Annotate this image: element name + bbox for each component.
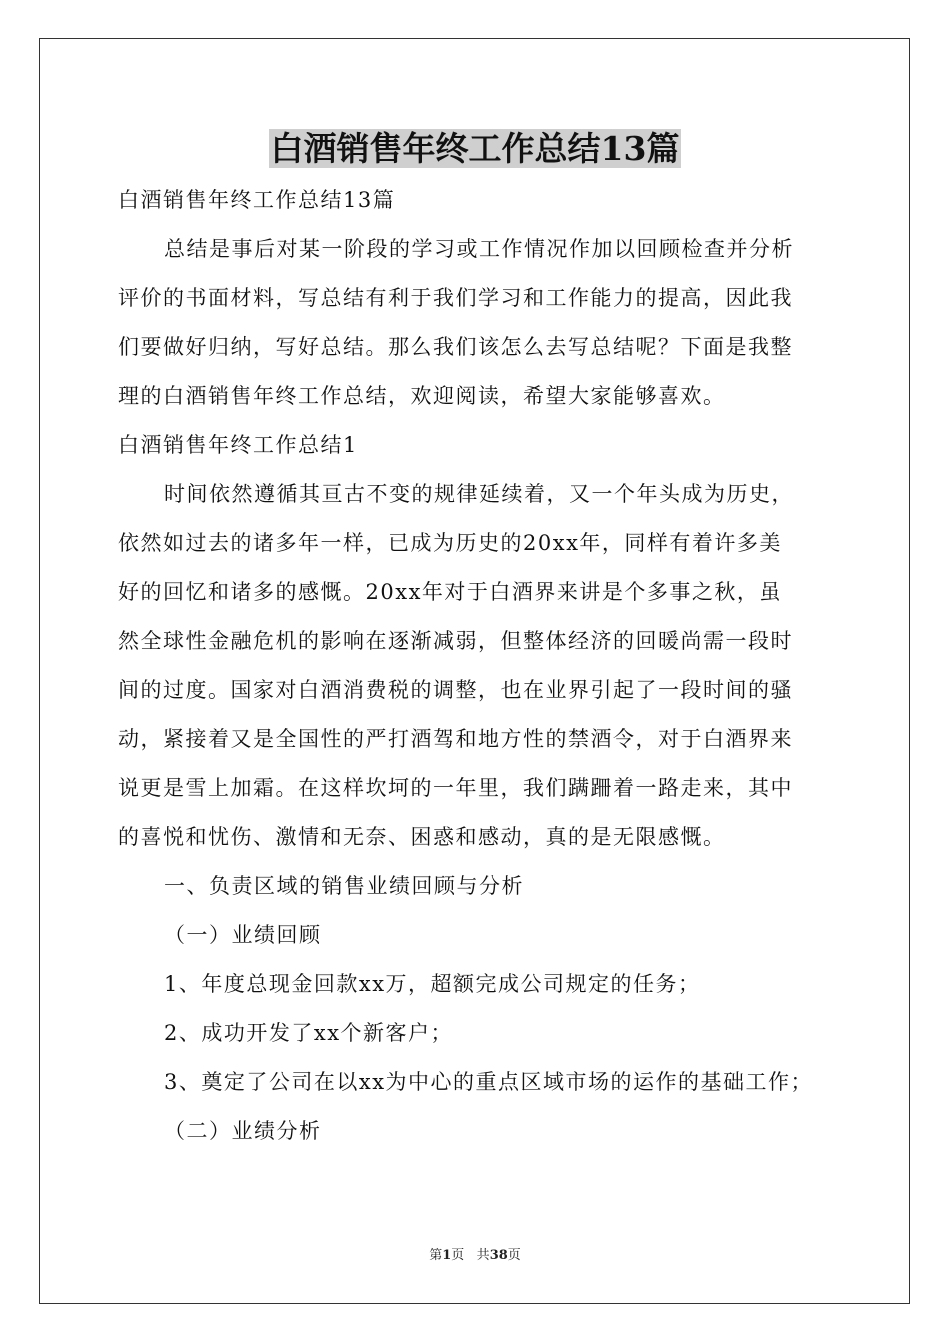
section-heading: 白酒销售年终工作总结1 (118, 433, 358, 457)
list-item: 1、年度总现金回款xx万，超额完成公司规定的任务； (164, 972, 701, 996)
subsection-heading: （一）业绩回顾 (164, 923, 322, 947)
section-line: 说更是雪上加霜。在这样坎坷的一年里，我们蹒跚着一路走来，其中 (118, 776, 793, 800)
part-heading: 一、负责区域的销售业绩回顾与分析 (164, 874, 524, 898)
subsection-heading: （二）业绩分析 (164, 1119, 322, 1143)
section-line: 依然如过去的诸多年一样，已成为历史的20xx年，同样有着许多美 (118, 531, 782, 555)
section-line: 的喜悦和忧伤、激情和无奈、困惑和感动，真的是无限感慨。 (118, 825, 726, 849)
page-footer (0, 1246, 950, 1266)
page-total: 38 (489, 1248, 508, 1263)
intro-line: 们要做好归纳，写好总结。那么我们该怎么去写总结呢？下面是我整 (118, 335, 793, 359)
document-body (118, 176, 834, 1156)
section-line: 动，紧接着又是全国性的严打酒驾和地方性的禁酒令，对于白酒界来 (118, 727, 793, 751)
intro-line: 理的白酒销售年终工作总结，欢迎阅读，希望大家能够喜欢。 (118, 384, 726, 408)
document-title (0, 126, 950, 172)
section-line: 好的回忆和诸多的感慨。20xx年对于白酒界来讲是个多事之秋，虽 (118, 580, 782, 604)
section-line: 间的过度。国家对白酒消费税的调整，也在业界引起了一段时间的骚 (118, 678, 793, 702)
page-current: 1 (442, 1248, 452, 1263)
list-item: 2、成功开发了xx个新客户； (164, 1021, 454, 1045)
section-line: 时间依然遵循其亘古不变的规律延续着，又一个年头成为历史， (164, 482, 794, 506)
page-suffix: 页 (451, 1248, 465, 1263)
list-item: 3、奠定了公司在以xx为中心的重点区域市场的运作的基础工作； (164, 1070, 814, 1094)
section-line: 然全球性金融危机的影响在逐渐减弱，但整体经济的回暖尚需一段时 (118, 629, 793, 653)
document-title-text: 白酒销售年终工作总结13篇 (270, 129, 680, 168)
document-subtitle: 白酒销售年终工作总结13篇 (118, 188, 396, 212)
page-prefix: 第 (429, 1248, 443, 1263)
intro-line: 总结是事后对某一阶段的学习或工作情况作加以回顾检查并分析 (164, 237, 794, 261)
total-suffix: 页 (507, 1248, 521, 1263)
intro-line: 评价的书面材料，写总结有利于我们学习和工作能力的提高，因此我 (118, 286, 793, 310)
total-prefix: 共 (476, 1248, 490, 1263)
